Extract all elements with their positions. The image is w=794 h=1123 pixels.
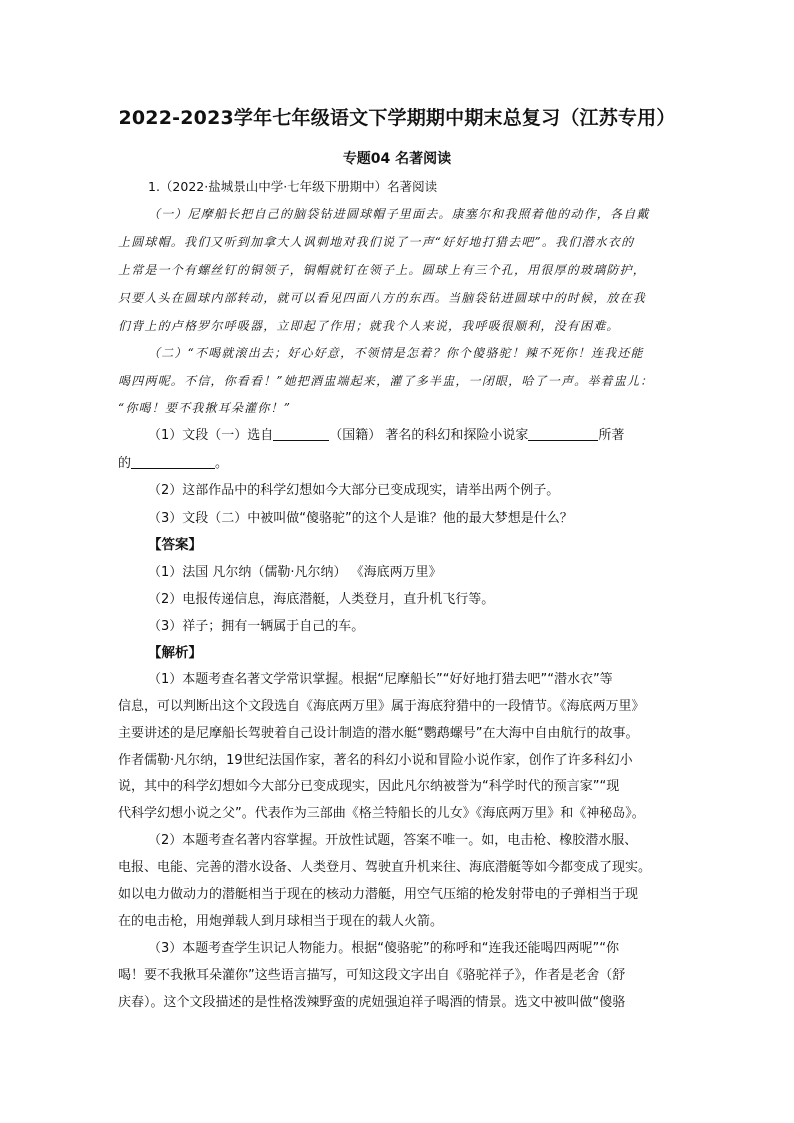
passage-one-line: 上圆球帽。我们又听到加拿大人讽刺地对我们说了一声“好好地打猎去吧”。我们潜水衣的 — [118, 235, 635, 249]
analysis-line: 作者儒勒·凡尔纳，19世纪法国作家，著名的科幻小说和冒险小说作家，创作了许多科幻小 — [118, 753, 633, 768]
analysis-line: 说，其中的科学幻想如今大部分已变成现实，因此凡尔纳被誉为“科学时代的预言家”“现 — [118, 779, 620, 794]
document-title: 2022-2023学年七年级语文下学期期中期末总复习（江苏专用） — [118, 107, 676, 129]
answer-blank-work[interactable] — [131, 454, 215, 469]
answer-blank-author[interactable] — [528, 426, 598, 441]
analysis-line: 如以电力做动力的潜艇相当于现在的核动力潜艇，用空气压缩的枪发射带电的子弹相当于现 — [118, 887, 639, 902]
passage-one-line: 上常是一个有螺丝钉的铜领子，铜帽就钉在领子上。圆球上有三个孔，用很厚的玻璃防护， — [118, 263, 647, 277]
analysis-line: 庆春）。这个文段描述的是性格泼辣野蛮的虎妞强迫祥子喝酒的情景。选文中被叫做“傻骆 — [118, 995, 626, 1010]
passage-two-line: “你喝！要不我揪耳朵灌你！” — [118, 401, 292, 415]
analysis-line: （3）本题考查学生识记人物能力。根据“傻骆驼”的称呼和“连我还能喝四两呢”“你 — [148, 941, 619, 956]
passage-two-line: （二）“不喝就滚出去；好心好意，不领情是怎着？你个傻骆驼！辣不死你！连我还能 — [148, 346, 644, 360]
answer-label: 【答案】 — [148, 537, 202, 553]
analysis-line: 在的电击枪，用炮弹载人到月球相当于现在的载人火箭。 — [118, 914, 444, 929]
analysis-label: 【解析】 — [148, 645, 202, 661]
analysis-line: 主要讲述的是尼摩船长驾驶着自己设计制造的潜水艇“鹦鹉螺号”在大海中自由航行的故事。 — [118, 726, 639, 741]
sub-question-1-part-d: 的 — [118, 456, 132, 471]
question-intro: 1.（2022·盐城景山中学·七年级下册期中）名著阅读 — [148, 179, 438, 194]
sub-question-1-part-c: 所著 — [598, 428, 625, 443]
analysis-line: （1）本题考查名著文学常识掌握。根据“尼摩船长”“好好地打猎去吧”“潜水衣”等 — [148, 672, 613, 687]
sub-question-1-part-e: 。 — [215, 456, 229, 471]
sub-question-3: （3）文段（二）中被叫做“傻骆驼”的这个人是谁？他的最大梦想是什么？ — [148, 511, 573, 526]
sub-question-1-part-b: （国籍） 著名的科幻和探险小说家 — [329, 428, 529, 443]
sub-question-2: （2）这部作品中的科学幻想如今大部分已变成现实，请举出两个例子。 — [148, 483, 560, 498]
topic-subtitle: 专题04 名著阅读 — [342, 151, 452, 167]
answer-3: （3）祥子；拥有一辆属于自己的车。 — [148, 619, 365, 634]
analysis-line: 代科学幻想小说之父”。代表作为三部曲《格兰特船长的儿女》《海底两万里》和《神秘岛》。 — [118, 806, 645, 821]
answer-1: （1）法国 凡尔纳（儒勒·凡尔纳） 《海底两万里》 — [148, 565, 442, 580]
sub-question-1-continued — [118, 454, 228, 474]
passage-one-line: 们背上的卢格罗尔呼吸器，立即起了作用；就我个人来说，我呼吸很顺利，没有困难。 — [118, 319, 620, 333]
analysis-line: 电报、电能、完善的潜水设备、人类登月、驾驶直升机来往、海底潜艇等如今都变成了现实。 — [118, 860, 652, 875]
sub-question-1 — [148, 426, 624, 446]
answer-2: （2）电报传递信息，海底潜艇，人类登月，直升机飞行等。 — [148, 592, 495, 607]
passage-one-line: （一）尼摩船长把自己的脑袋钻进圆球帽子里面去。康塞尔和我照着他的动作，各自戴 — [148, 207, 650, 221]
sub-question-1-part-a: （1）文段（一）选自 — [148, 428, 274, 443]
analysis-line: 信息，可以判断出这个文段选自《海底两万里》属于海底狩猎中的一段情节。《海底两万里》 — [118, 699, 645, 714]
answer-blank-nationality[interactable] — [273, 426, 329, 441]
passage-one-line: 只要人头在圆球内部转动，就可以看见四面八方的东西。当脑袋钻进圆球中的时候，放在我 — [118, 291, 647, 305]
analysis-line: （2）本题考查名著内容掌握。开放性试题，答案不唯一。如，电击枪、橡胶潜水服、 — [148, 833, 638, 848]
analysis-line: 喝！要不我揪耳朵灌你”这些语言描写，可知这段文字出自《骆驼祥子》，作者是老舍（舒 — [118, 968, 626, 983]
passage-two-line: 喝四两呢。不信，你看看！”她把酒盅端起来，灌了多半盅，一闭眼，哈了一声。举着盅儿： — [118, 374, 654, 388]
